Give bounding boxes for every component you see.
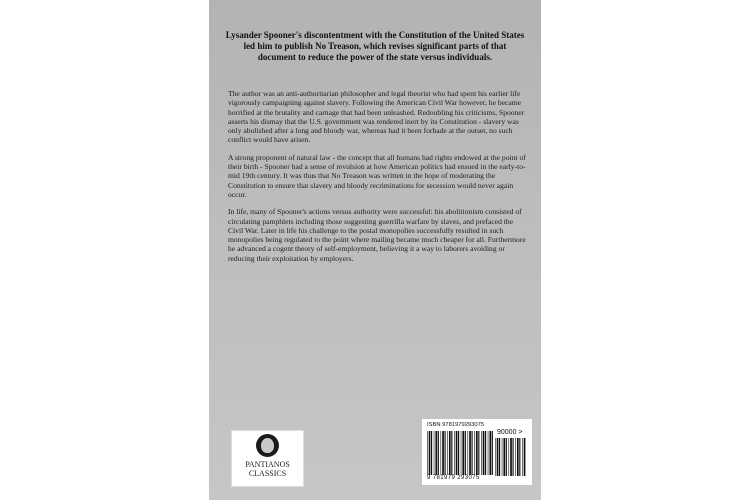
blurb-paragraph: A strong proponent of natural law - the concept that all humans had rights endowed at the point of their birth - Spooner had a sense of revulsion at how American politics had ensued in the early-to-mid 19th century. It was thus that No Treason was written in the hope of moderating the Constitution to ensure that slavery and bloody recriminations for secession would never again occur.: [228, 152, 526, 199]
price-code-arrow: >: [518, 429, 523, 436]
blurb-body: [228, 89, 530, 271]
blurb-paragraph: The author was an anti-authoritarian philosopher and legal theorist who had spent his earlier life vigorously campaigning against slavery. Following the American Civil War however, he became horrified at the brutality and carnage that had been unleashed. Redoubling his criticisms, Spooner asserts his dismay that the U.S. government was rendered inert by its Constitution - slavery was only abolished after a long and bloody war, whereas had it been forbade at the outset, no such conflict would have arisen.: [228, 89, 525, 145]
addon-barcode-bars-icon: [495, 438, 527, 476]
blurb-paragraph: In life, many of Spooner's actions versus authority were successful: his abolitionism consisted of circulating pamphlets including those suggesting guerrilla warfare by slaves, and prefaced the Civil War. Later in life his challenge to the postal monopolies successfully resulted in such monopolies being regulated to the point where mailing became much cheaper for all. Furthermore he advanced a cogent theory of self-employment, believing it a way to laborers avoiding or reducing their exploitation by employers.: [228, 207, 526, 263]
price-code: [497, 429, 523, 436]
classical-bust-icon: [256, 434, 279, 457]
publisher-name-line1: PANTIANOS: [245, 460, 290, 469]
publisher-name: [232, 460, 303, 478]
book-back-cover: [209, 0, 541, 500]
price-code-number: 90000: [497, 429, 517, 436]
publisher-name-line2: CLASSICS: [248, 469, 287, 478]
barcode-bars-icon: [427, 431, 493, 475]
isbn-label: ISBN 9781979293075: [427, 422, 485, 428]
cover-headline: Lysander Spooner's discontentment with the Constitution of the United States led him to publish No Treason, which revises significant parts of that document to reduce the power of the state versus individuals.: [225, 30, 525, 63]
isbn-barcode: [422, 419, 532, 485]
publisher-logo: [231, 430, 304, 487]
barcode-digits: 9 781979 293075: [427, 475, 480, 481]
